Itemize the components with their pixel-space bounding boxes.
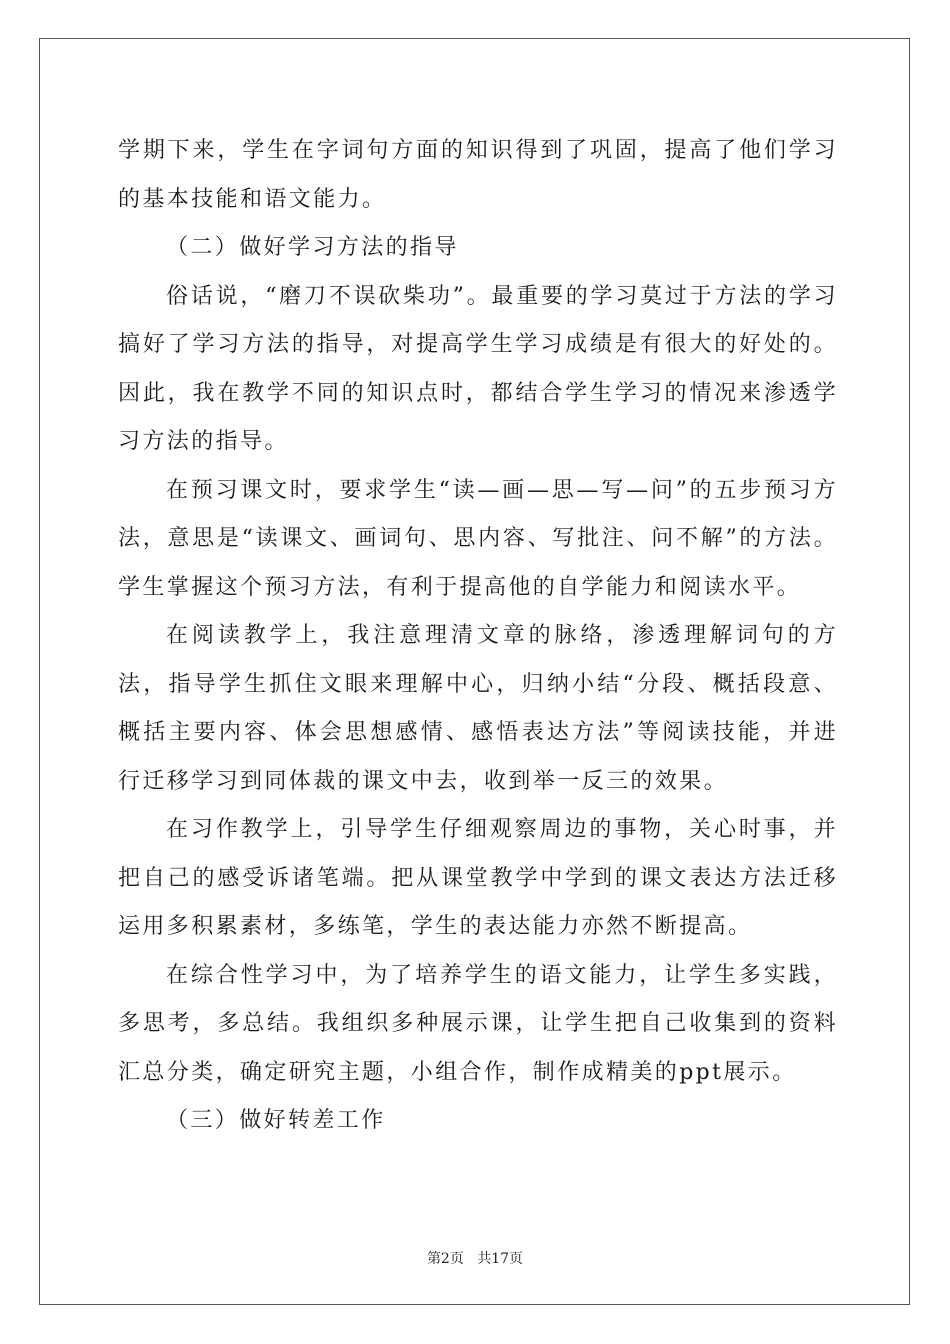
paragraph-5: 在阅读教学上，我注意理清文章的脉络，渗透理解词句的方法，指导学生抓住文眼来理解中心，归纳小结“分段、概括段意、概括主要内容、体会思想感情、感悟表达方法”等阅读技能，并进行迁移学习到同体裁的课文中去，收到举一反三的效果。 xyxy=(118,623,838,794)
page-number: 第2页 xyxy=(426,1251,464,1267)
paragraph-1: 学期下来，学生在字词句方面的知识得到了巩固，提高了他们学习的基本技能和语文能力。 xyxy=(118,138,838,212)
document-body xyxy=(118,127,838,1146)
page-total: 共17页 xyxy=(477,1251,524,1267)
section-heading-3: （三）做好转差工作 xyxy=(166,1108,386,1133)
paragraph-7: 在综合性学习中，为了培养学生的语文能力，让学生多实践，多思考，多总结。我组织多种展示课，让学生把自己收集到的资料汇总分类，确定研究主题，小组合作，制作成精美的ppt展示。 xyxy=(118,962,838,1085)
paragraph-6: 在习作教学上，引导学生仔细观察周边的事物，关心时事，并把自己的感受诉诸笔端。把从课堂教学中学到的课文表达方法迁移运用多积累素材，多练笔，学生的表达能力亦然不断提高。 xyxy=(118,817,838,939)
paragraph-4: 在预习课文时，要求学生“读—画—思—写—问”的五步预习方法，意思是“读课文、画词句、思内容、写批注、问不解”的方法。学生掌握这个预习方法，有利于提高他的自学能力和阅读水平。 xyxy=(118,477,838,600)
section-heading-2: （二）做好学习方法的指导 xyxy=(166,235,459,260)
page-footer xyxy=(0,1248,950,1268)
paragraph-3: 俗话说，“磨刀不误砍柴功”。最重要的学习莫过于方法的学习搞好了学习方法的指导，对提高学生学习成绩是有很大的好处的。因此，我在教学不同的知识点时，都结合学生学习的情况来渗透学习方法的指导。 xyxy=(118,283,838,454)
